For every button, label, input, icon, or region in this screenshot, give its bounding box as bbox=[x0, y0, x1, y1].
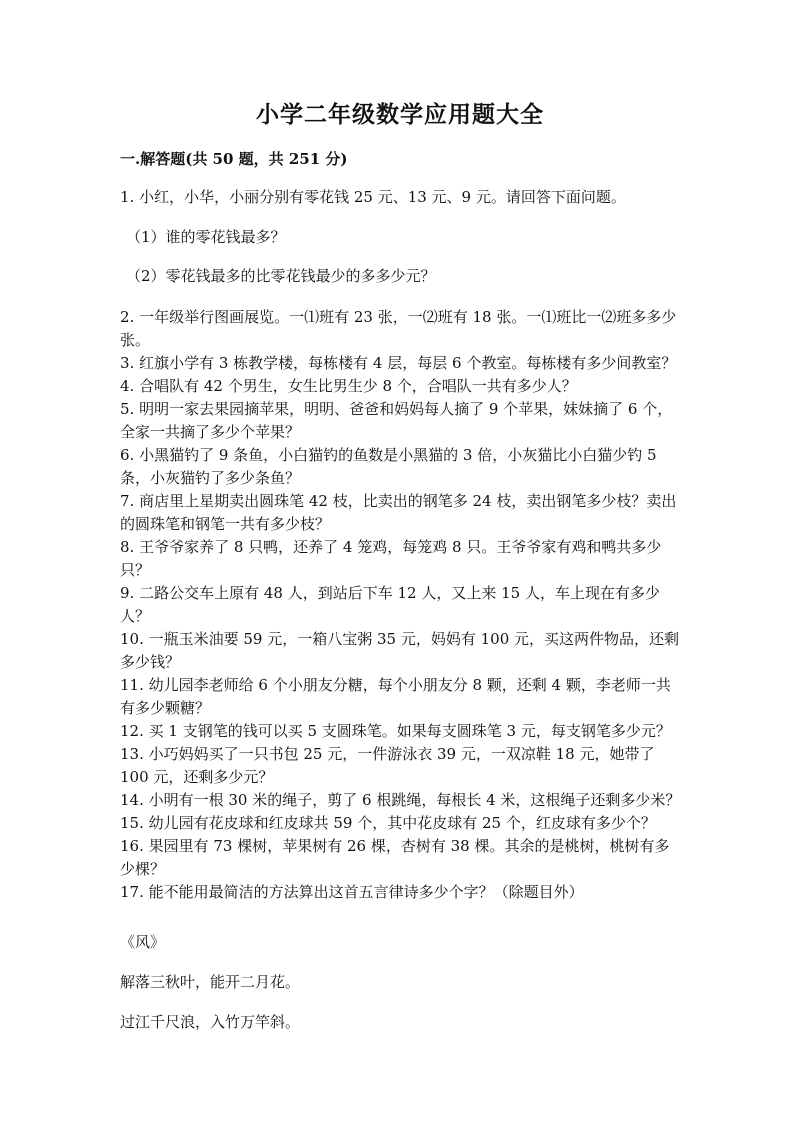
question-item: 15. 幼儿园有花皮球和红皮球共 59 个，其中花皮球有 25 个，红皮球有多少个？ bbox=[120, 814, 656, 832]
question-item: 16. 果园里有 73 棵树，苹果树有 26 棵，杏树有 38 棵。其余的是桃树，桃树有多少棵？ bbox=[120, 837, 670, 878]
question-item: 11. 幼儿园李老师给 6 个小朋友分糖，每个小朋友分 8 颗，还剩 4 颗，李老师一共有多少颗糖？ bbox=[120, 676, 671, 717]
question-list bbox=[120, 306, 682, 904]
question-1-part-1-text: （1）谁的零花钱最多？ bbox=[126, 228, 286, 246]
question-1-text: 1. 小红，小华，小丽分别有零花钱 25 元、13 元、9 元。请回答下面问题。 bbox=[120, 188, 626, 206]
question-item: 10. 一瓶玉米油要 59 元，一箱八宝粥 35 元，妈妈有 100 元，买这两件物品，还剩多少钱？ bbox=[120, 630, 680, 671]
question-item: 5. 明明一家去果园摘苹果，明明、爸爸和妈妈每人摘了 9 个苹果，妹妹摘了 6 个，全家一共摘了多少个苹果？ bbox=[120, 400, 673, 441]
question-1-part-2 bbox=[126, 265, 688, 288]
question-item: 9. 二路公交车上原有 48 人，到站后下车 12 人，又上来 15 人，车上现在有多少人？ bbox=[120, 584, 660, 625]
question-item: 13. 小巧妈妈买了一只书包 25 元，一件游泳衣 39 元，一双凉鞋 18 元，她带了 100 元，还剩多少元？ bbox=[120, 745, 655, 786]
poem-title-text: 《风》 bbox=[120, 933, 166, 951]
question-item: 8. 王爷爷家养了 8 只鸭，还养了 4 笼鸡，每笼鸡 8 只。王爷爷家有鸡和鸭共多少只？ bbox=[120, 538, 662, 579]
section-heading: 一.解答题(共 50 题，共 251 分) bbox=[120, 150, 348, 168]
question-item: 17. 能不能用最简洁的方法算出这首五言律诗多少个字？（除题目外） bbox=[120, 883, 584, 901]
question-item: 12. 买 1 支钢笔的钱可以买 5 支圆珠笔。如果每支圆珠笔 3 元，每支钢笔多少元？ bbox=[120, 722, 671, 740]
poem-line-2-text: 过江千尺浪，入竹万竿斜。 bbox=[120, 1013, 301, 1031]
question-1-part-2-text: （2）零花钱最多的比零花钱最少的多多少元？ bbox=[126, 267, 436, 285]
poem-line-2 bbox=[120, 1011, 682, 1034]
poem-line-1 bbox=[120, 971, 682, 994]
question-item: 7. 商店里上星期卖出圆珠笔 42 枝，比卖出的钢笔多 24 枝，卖出钢笔多少枝？卖出的圆珠笔和钢笔一共有多少枝？ bbox=[120, 492, 677, 533]
question-item: 3. 红旗小学有 3 栋教学楼，每栋楼有 4 层，每层 6 个教室。每栋楼有多少间教室？ bbox=[120, 354, 677, 372]
question-item: 14. 小明有一根 30 米的绳子，剪了 6 根跳绳，每根长 4 米，这根绳子还剩多少米？ bbox=[120, 791, 681, 809]
question-1-part-1 bbox=[126, 226, 688, 249]
page-title: 小学二年级数学应用题大全 bbox=[256, 101, 544, 128]
poem-title bbox=[120, 931, 682, 954]
question-item: 2. 一年级举行图画展览。一⑴班有 23 张，一⑵班有 18 张。一⑴班比一⑵班多多少张。 bbox=[120, 308, 677, 349]
question-item: 6. 小黑猫钓了 9 条鱼，小白猫钓的鱼数是小黑猫的 3 倍，小灰猫比小白猫少钓 5 条，小灰猫钓了多少条鱼？ bbox=[120, 446, 657, 487]
question-1 bbox=[120, 186, 682, 209]
question-item: 4. 合唱队有 42 个男生，女生比男生少 8 个，合唱队一共有多少人？ bbox=[120, 377, 577, 395]
poem-line-1-text: 解落三秋叶，能开二月花。 bbox=[120, 973, 301, 991]
